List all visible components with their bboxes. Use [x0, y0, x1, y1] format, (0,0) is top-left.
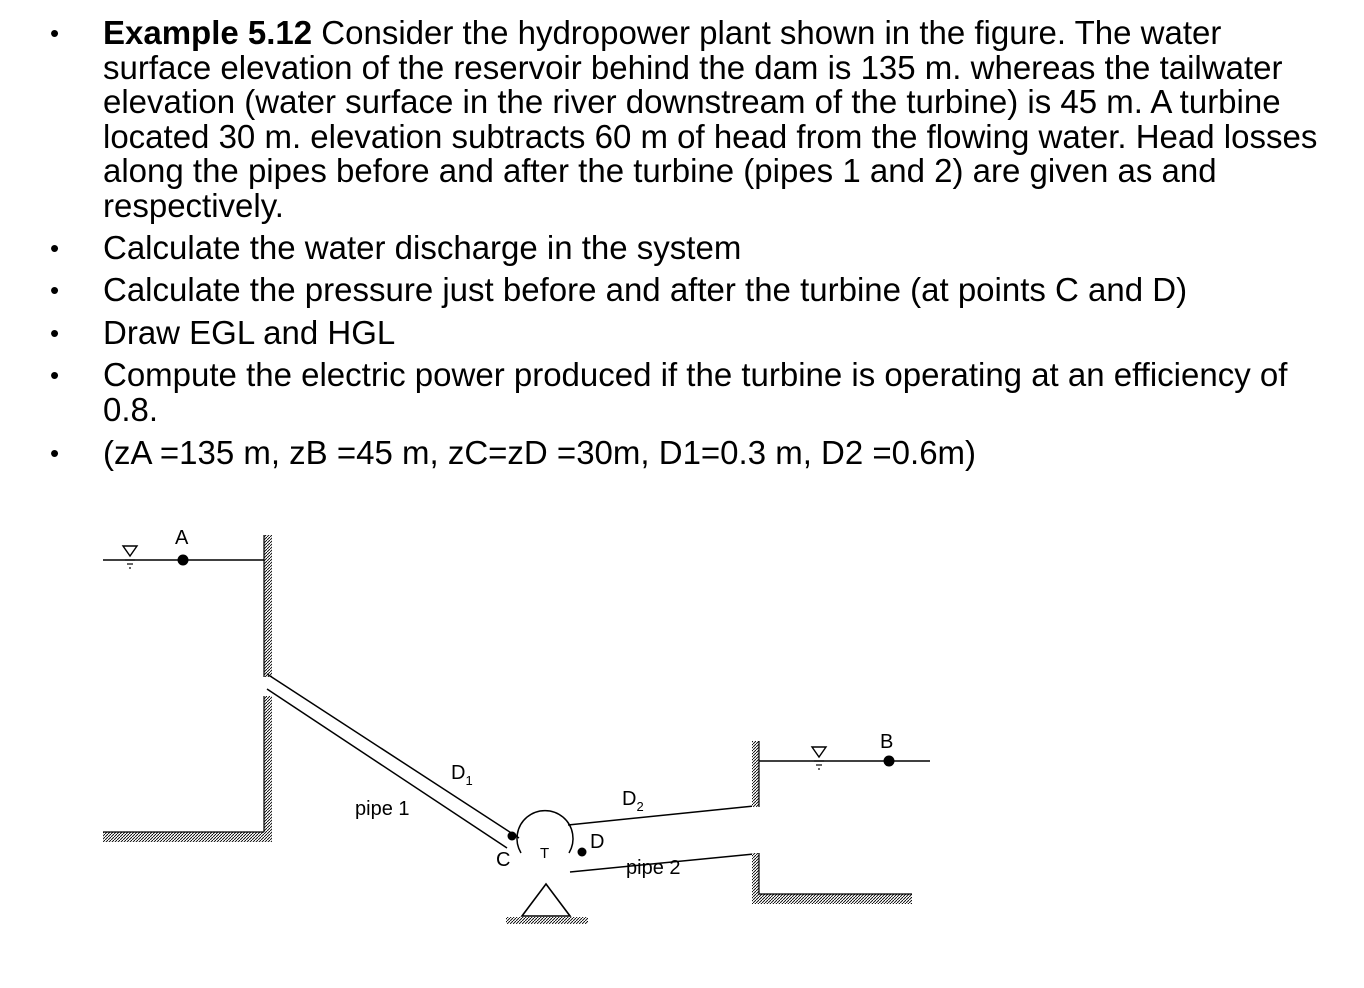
example-statement: Consider the hydropower plant shown in the figure. The water surface elevation of the reservoir behind the dam is 135 m. whereas the tailwater elevation (water surface in the river downstream of the turbine) is 45 m. A turbine located 30 m. elevation subtracts 60 m of head from the flowing water. Head losses along the pipes before and after the turbine (pipes 1 and 2) are given as and respectively.: [103, 14, 1318, 224]
tailwater-wall-upper: [752, 741, 759, 807]
point-d-marker: [578, 848, 587, 857]
point-a-label: A: [175, 527, 189, 549]
task-text: Compute the electric power produced if the turbine is operating at an efficiency of 0.8.: [103, 356, 1288, 428]
pipe-1: [267, 674, 519, 848]
reservoir-bed: [103, 832, 272, 842]
point-b-label: B: [880, 731, 894, 753]
dam-wall-upper: [264, 535, 272, 677]
turbine: [496, 811, 604, 924]
bullet-marker: •: [50, 317, 60, 348]
tailwater: [752, 731, 930, 904]
bullet-marker: •: [50, 437, 60, 468]
pipe-1-label: pipe 1: [355, 798, 410, 820]
point-a-marker: [178, 555, 189, 566]
bullet-marker: •: [50, 18, 60, 48]
bullet-marker: •: [50, 232, 60, 263]
turbine-support-base: [506, 917, 588, 924]
example-title: Example 5.12: [103, 14, 313, 51]
point-c-label: C: [496, 849, 511, 871]
d1-label: $D_1$: [451, 762, 473, 788]
tailwater-bed: [752, 894, 912, 904]
bullet-marker: •: [50, 275, 60, 306]
point-d-label: D: [590, 831, 605, 853]
turbine-label: T: [540, 845, 550, 862]
upstream-reservoir: [103, 527, 272, 842]
point-b-marker: [884, 756, 895, 767]
task-text: Calculate the pressure just before and after the turbine (at points C and D): [103, 271, 1188, 309]
task-text: (zA =135 m, zB =45 m, zC=zD =30m, D1=0.3 m, D2 =0.6m): [103, 433, 977, 471]
pipe-2-label: pipe 2: [626, 857, 681, 879]
task-text: Draw EGL and HGL: [103, 313, 396, 351]
d2-label: $D_2$: [622, 788, 644, 814]
point-c-marker: [508, 832, 517, 841]
bullet-marker: •: [50, 360, 60, 391]
water-surface-triangle-icon: [812, 747, 826, 769]
turbine-support-triangle: [522, 884, 570, 916]
dam-wall-lower: [264, 696, 272, 842]
water-surface-triangle-icon: [123, 546, 137, 568]
task-text: Calculate the water discharge in the system: [103, 228, 742, 266]
